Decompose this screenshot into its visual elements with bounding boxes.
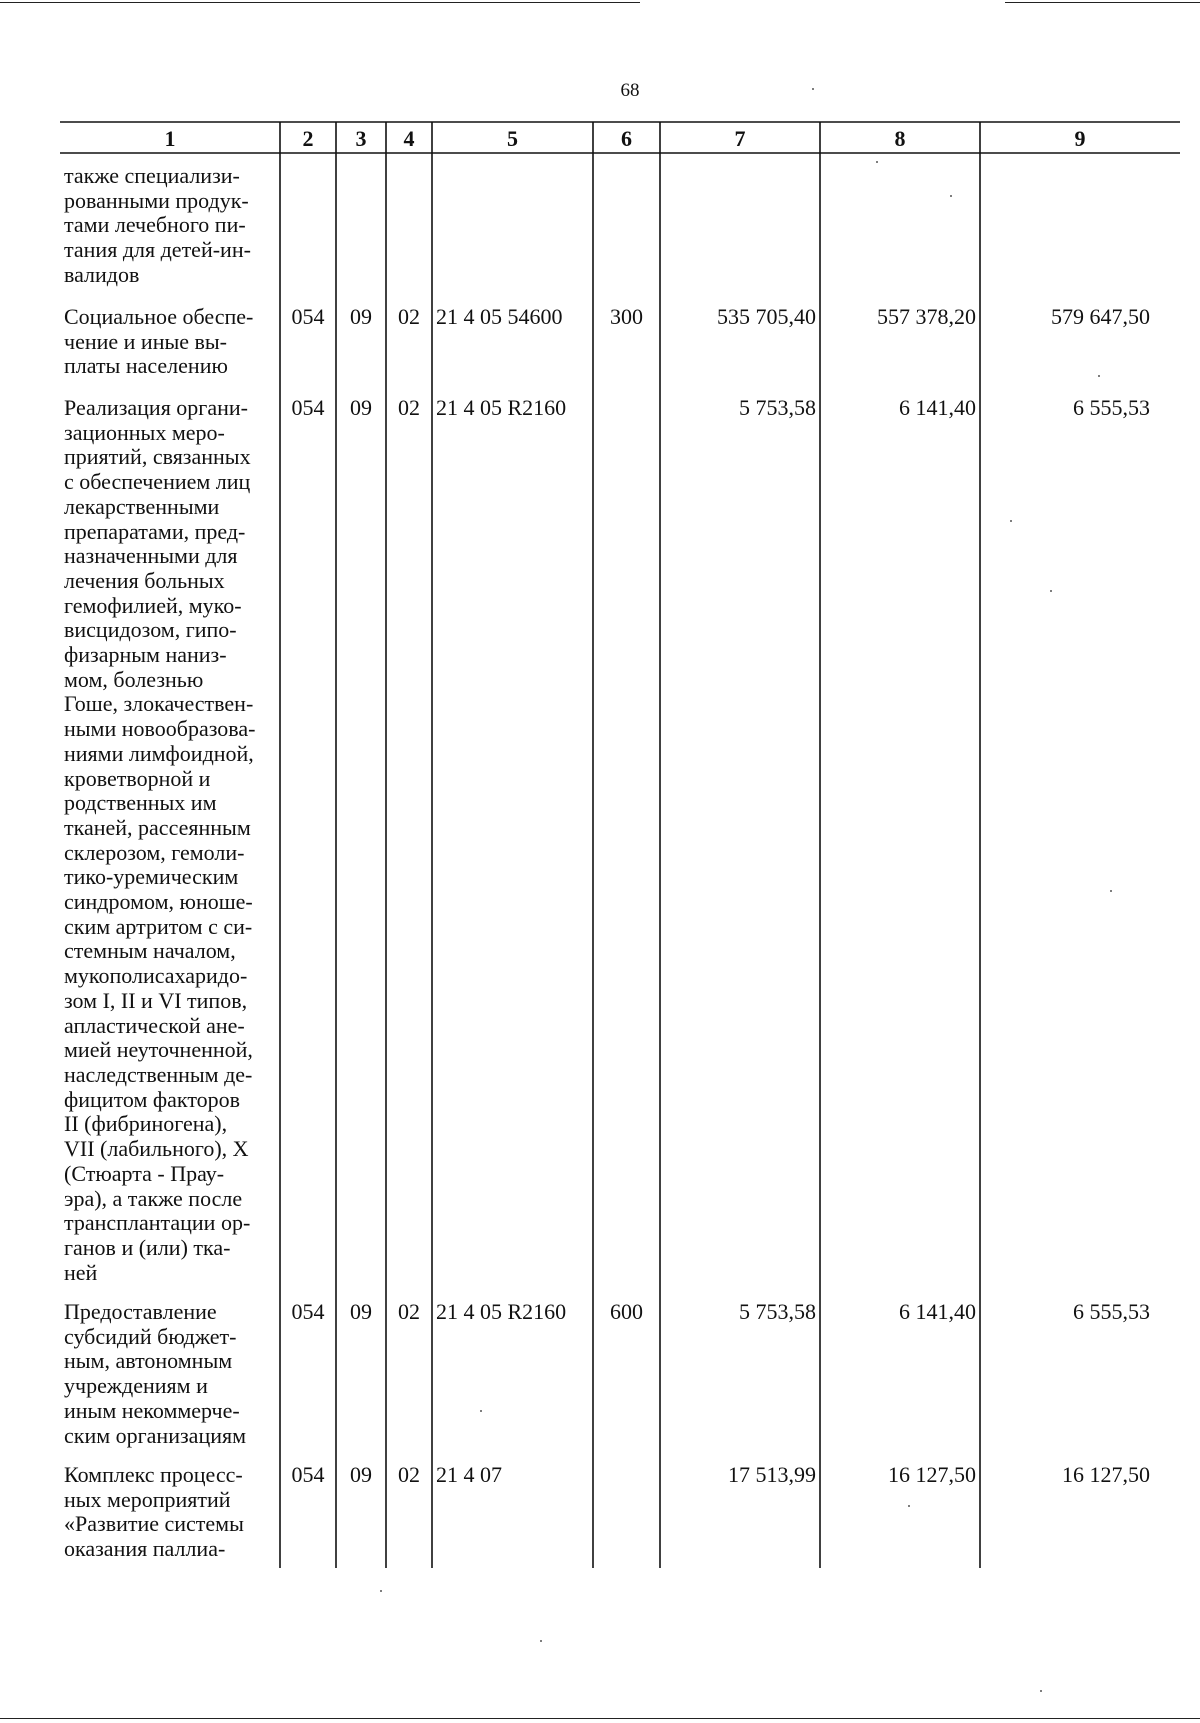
column-header-9: 9 <box>1074 126 1086 151</box>
scan-speck <box>876 161 878 163</box>
cell-code-3: 09 <box>350 395 372 420</box>
cell-amount-7: 17 513,99 <box>728 1462 816 1487</box>
cell-code-6: 300 <box>610 304 643 329</box>
cell-code-3: 09 <box>350 1462 372 1487</box>
cell-code-2: 054 <box>291 1299 325 1324</box>
scan-speck <box>1010 520 1012 522</box>
column-header-8: 8 <box>894 126 906 151</box>
table-row-description: Социальное обеспе- чение и иные вы- платы населению <box>64 304 254 379</box>
cell-amount-9: 579 647,50 <box>1051 304 1150 329</box>
scan-speck <box>480 1410 482 1412</box>
table-row-description: также специализи- рованными продук- тами лечебного пи- тания для детей-ин- валидов <box>64 163 251 287</box>
column-header-1: 1 <box>164 126 176 151</box>
cell-amount-9: 6 555,53 <box>1073 1299 1150 1324</box>
column-header-2: 2 <box>302 126 314 151</box>
cell-code-4: 02 <box>398 1462 420 1487</box>
cell-amount-7: 535 705,40 <box>717 304 816 329</box>
column-header-4: 4 <box>403 126 415 151</box>
scan-speck <box>1098 375 1100 377</box>
table-row-description: Предоставление субсидий бюджет- ным, автономным учреждениям и иным некоммерче- ским организациям <box>64 1299 247 1448</box>
column-header-3: 3 <box>355 126 367 151</box>
page-number: 68 <box>620 80 640 101</box>
column-header-5: 5 <box>507 126 518 151</box>
scan-speck <box>908 1505 910 1507</box>
cell-code-5: 21 4 05 54600 <box>436 304 563 329</box>
cell-code-4: 02 <box>398 395 420 420</box>
scan-speck <box>1050 590 1052 592</box>
cell-code-4: 02 <box>398 304 420 329</box>
cell-amount-9: 16 127,50 <box>1062 1462 1150 1487</box>
cell-code-2: 054 <box>291 395 325 420</box>
column-header-6: 6 <box>621 126 632 151</box>
scan-speck <box>1040 1690 1042 1692</box>
cell-code-3: 09 <box>350 1299 372 1324</box>
column-header-7: 7 <box>734 126 746 151</box>
scan-speck <box>812 88 814 90</box>
cell-amount-9: 6 555,53 <box>1073 395 1150 420</box>
cell-code-6: 600 <box>610 1299 643 1324</box>
scan-speck <box>540 1640 542 1642</box>
scan-speck <box>950 195 952 197</box>
cell-code-2: 054 <box>291 1462 325 1487</box>
cell-amount-8: 6 141,40 <box>899 1299 976 1324</box>
cell-code-5: 21 4 05 R2160 <box>436 1299 567 1324</box>
cell-amount-8: 16 127,50 <box>888 1462 976 1487</box>
cell-amount-8: 6 141,40 <box>899 395 976 420</box>
cell-amount-8: 557 378,20 <box>877 304 976 329</box>
cell-amount-7: 5 753,58 <box>739 1299 816 1324</box>
cell-code-2: 054 <box>291 304 325 329</box>
cell-code-5: 21 4 05 R2160 <box>436 395 567 420</box>
cell-code-3: 09 <box>350 304 372 329</box>
cell-amount-7: 5 753,58 <box>739 395 816 420</box>
cell-code-4: 02 <box>398 1299 420 1324</box>
cell-code-5: 21 4 07 <box>436 1462 502 1487</box>
scan-speck <box>1110 890 1112 892</box>
table-row-description: Комплекс процесс- ных мероприятий «Развитие системы оказания паллиа- <box>64 1462 244 1562</box>
scan-speck <box>380 1590 382 1592</box>
table-row-description: Реализация органи- зационных меро- приятий, связанных с обеспечением лиц лекарственными препаратами, пред- назначенными для лечения больных гемофилией, муко- висцидозом, гипо- физарным наниз- мом, болезнью Гоше, злокачествен- ными новообразова- ниями лимфоидной, кроветворной и родственных им тканей, рассеянным склерозом, гемоли- тико-уремическим синдромом, юноше- ским артритом с си- стемным началом, мукополисахаридо- зом I, II и VI типов, апластической ане- мией неуточненной, наследственным де- фицитом факторов II (фибриногена), VII (лабильного), X (Стюарта - Прау- эра), а также после трансплантации ор- ганов и (или) тка- ней <box>64 395 256 1285</box>
